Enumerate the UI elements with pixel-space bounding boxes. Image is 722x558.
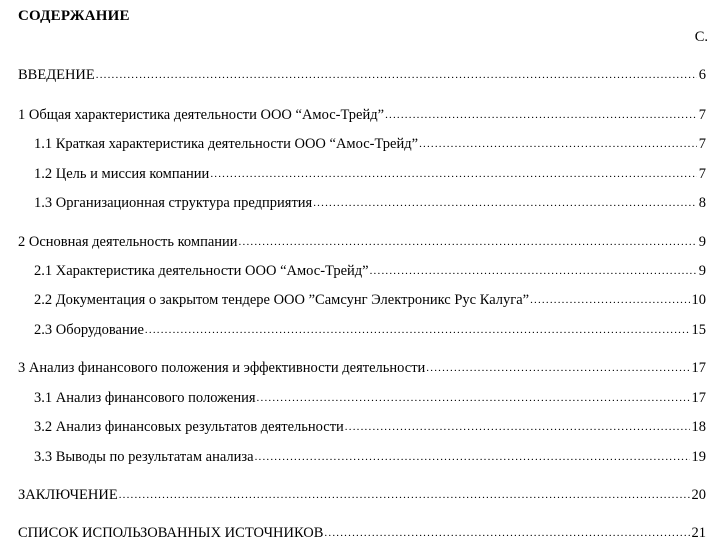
toc-entry-text: 1.2 Цель и миссия компании (34, 166, 210, 182)
toc-entry-section-2-1 (34, 262, 706, 281)
toc-entry-page: 21 (691, 525, 706, 541)
toc-title: СОДЕРЖАНИЕ (18, 8, 130, 24)
toc-entry-page: 15 (691, 322, 706, 338)
toc-entry-section-1-1 (34, 135, 706, 154)
toc-entry-text: 2.2 Документация о закрытом тендере ООО ”Самсунг Электроникс Рус Калуга” (34, 292, 530, 308)
toc-entry-conclusion (18, 486, 706, 505)
toc-entry-text: 3.2 Анализ финансовых результатов деятельности (34, 419, 344, 435)
dot-leader (255, 448, 690, 466)
dot-leader (345, 418, 690, 436)
dot-leader (419, 135, 697, 153)
toc-entry-section-1-2 (34, 165, 706, 184)
toc-entry-page: 7 (698, 166, 706, 182)
toc-entry-page: 10 (691, 292, 706, 308)
toc-entry-page: 7 (698, 136, 706, 152)
toc-entry-section-3-2 (34, 418, 706, 437)
toc-entry-text: 3.3 Выводы по результатам анализа (34, 449, 254, 465)
toc-entry-text: 1.3 Организационная структура предприятия (34, 195, 313, 211)
toc-entry-page: 8 (698, 195, 706, 211)
dot-leader (210, 165, 696, 183)
toc-entry-section-2-2 (34, 291, 706, 310)
dot-leader (324, 524, 689, 542)
dot-leader (426, 359, 689, 377)
dot-leader (313, 194, 697, 212)
toc-entry-chapter-1 (18, 106, 706, 125)
toc-entry-section-3-3 (34, 448, 706, 467)
toc-entry-page: 18 (691, 419, 706, 435)
toc-entry-text: ЗАКЛЮЧЕНИЕ (18, 487, 118, 503)
toc-entry-references (18, 524, 706, 543)
toc-entry-chapter-2 (18, 233, 706, 252)
dot-leader (370, 262, 697, 280)
dot-leader (145, 321, 690, 339)
dot-leader (257, 389, 690, 407)
toc-entry-introduction (18, 66, 706, 85)
toc-entry-section-2-3 (34, 321, 706, 340)
toc-entry-text: 2.1 Характеристика деятельности ООО “Амос-Трейд” (34, 263, 369, 279)
toc-entry-page: 9 (698, 263, 706, 279)
dot-leader (385, 106, 697, 124)
toc-entry-text: 1.1 Краткая характеристика деятельности ООО “Амос-Трейд” (34, 136, 419, 152)
toc-entry-text: 3 Анализ финансового положения и эффективности деятельности (18, 360, 426, 376)
dot-leader (119, 486, 690, 504)
toc-entry-page: 19 (691, 449, 706, 465)
toc-entry-text: 3.1 Анализ финансового положения (34, 390, 256, 406)
toc-entry-chapter-3 (18, 359, 706, 378)
toc-entry-page: 7 (698, 107, 706, 123)
toc-entry-text: ВВЕДЕНИЕ (18, 67, 95, 83)
toc-entry-page: 6 (698, 67, 706, 83)
toc-entry-page: 20 (691, 487, 706, 503)
toc-entry-page: 9 (698, 234, 706, 250)
toc-entry-text: 2.3 Оборудование (34, 322, 144, 338)
toc-entry-section-1-3 (34, 194, 706, 213)
toc-entry-text: СПИСОК ИСПОЛЬЗОВАННЫХ ИСТОЧНИКОВ (18, 525, 324, 541)
toc-entry-page: 17 (691, 390, 706, 406)
page-column-label: С. (694, 29, 708, 45)
dot-leader (530, 291, 689, 309)
dot-leader (239, 233, 697, 251)
toc-entry-text: 2 Основная деятельность компании (18, 234, 238, 250)
toc-entry-section-3-1 (34, 389, 706, 408)
dot-leader (96, 66, 697, 84)
toc-entry-page: 17 (691, 360, 706, 376)
toc-entry-text: 1 Общая характеристика деятельности ООО “Амос-Трейд” (18, 107, 385, 123)
